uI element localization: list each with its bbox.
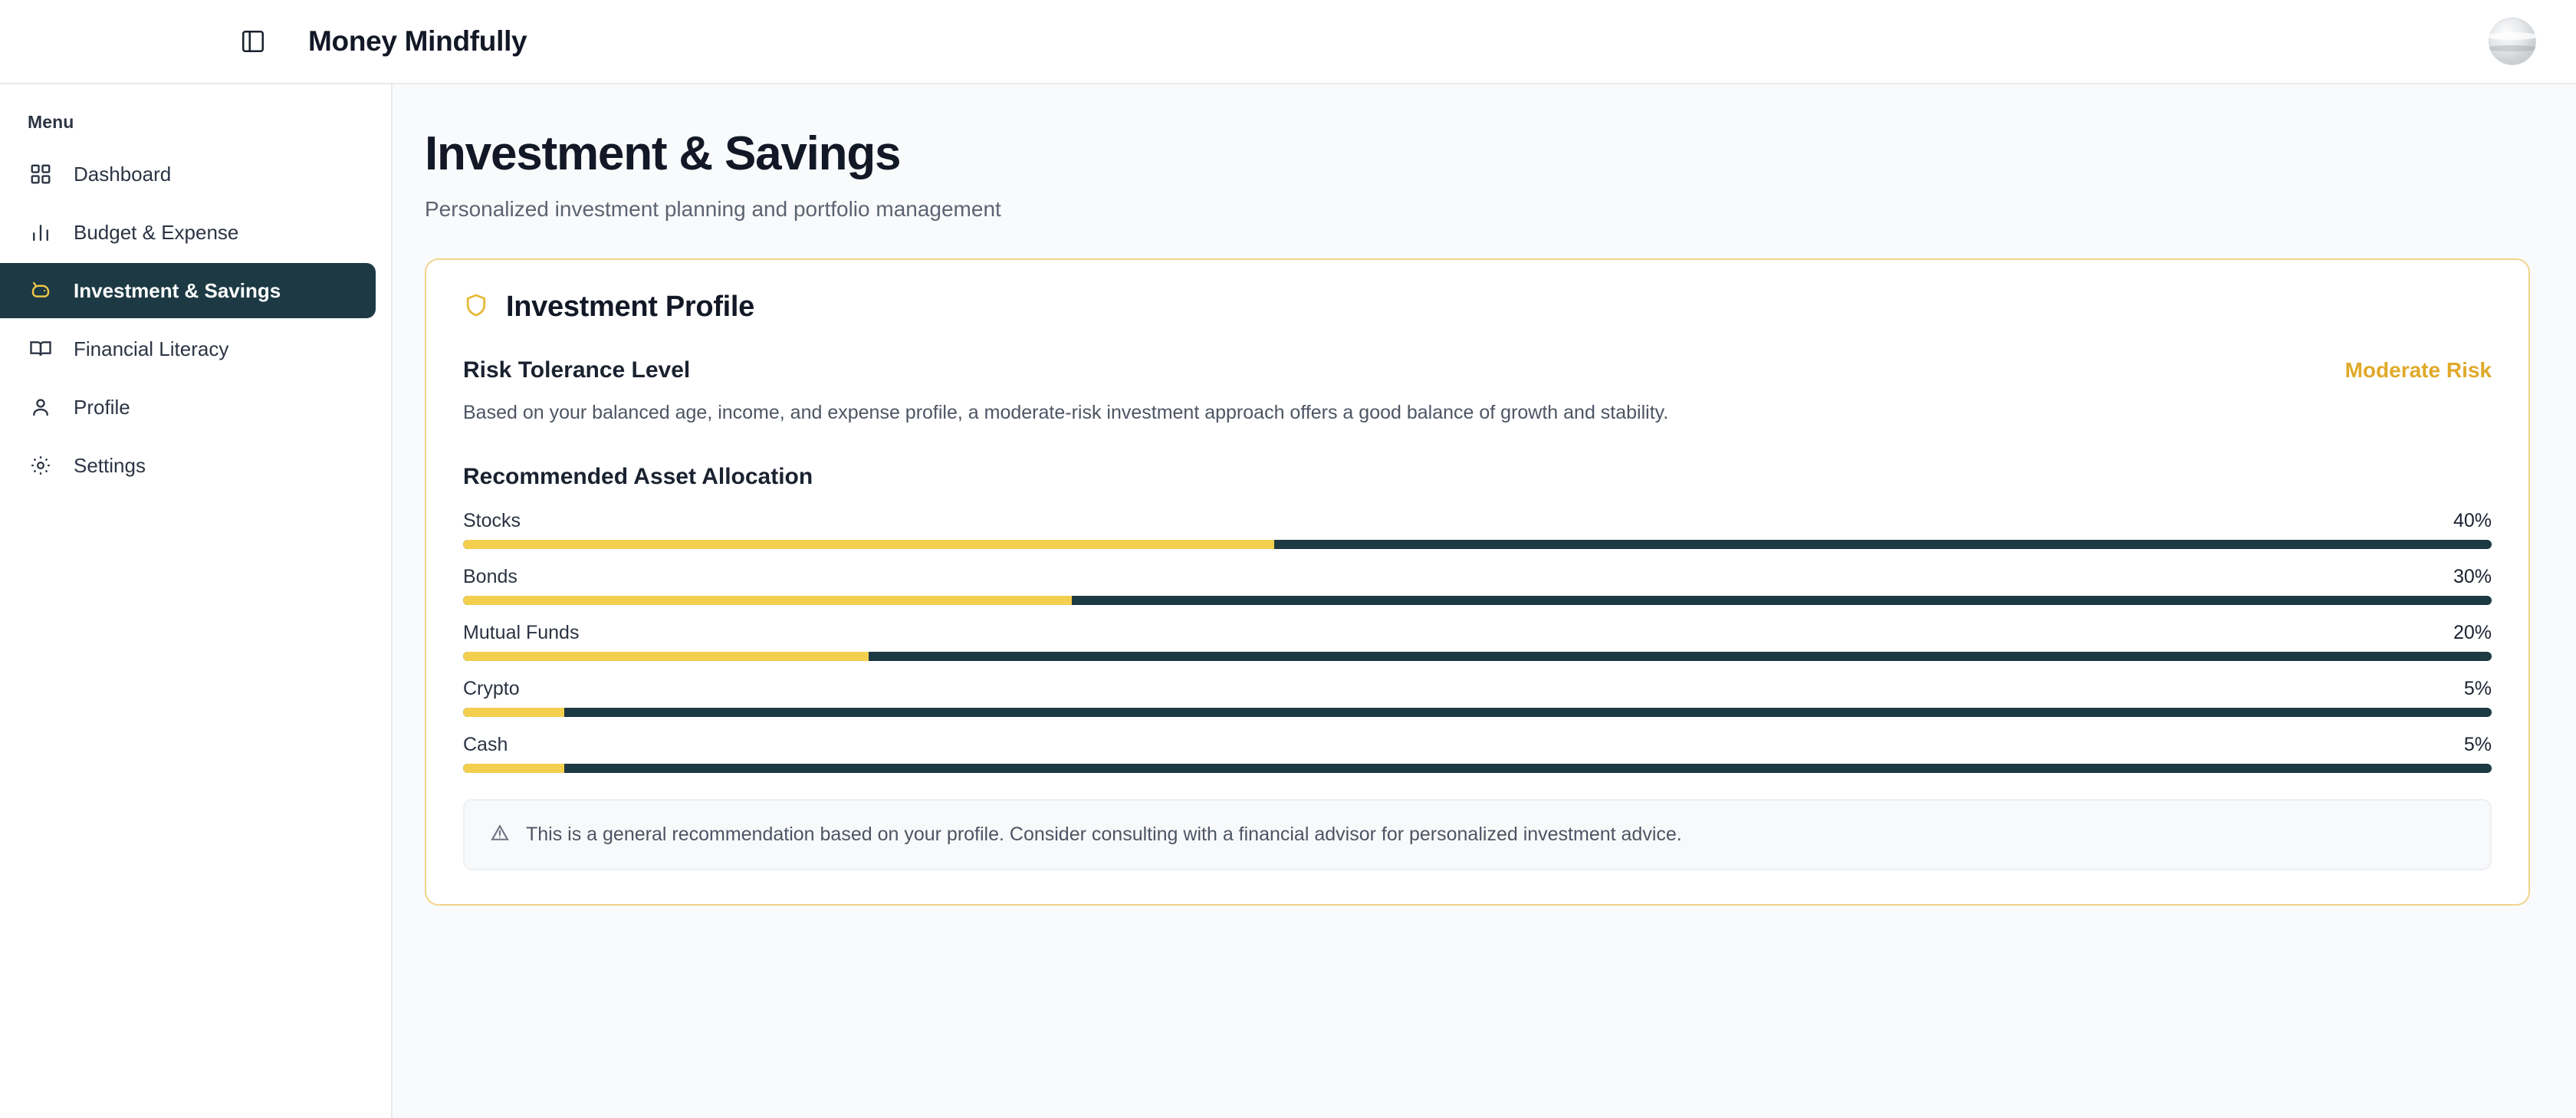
allocation-name: Cash xyxy=(463,734,508,756)
allocation-row xyxy=(463,734,2492,773)
allocation-percent: 5% xyxy=(2463,734,2492,756)
allocation-row xyxy=(463,622,2492,661)
allocation-percent: 20% xyxy=(2453,622,2492,644)
piggy-bank-icon xyxy=(28,278,54,304)
panel-left-icon[interactable] xyxy=(238,26,268,57)
grid-icon xyxy=(28,161,54,187)
card-title: Investment Profile xyxy=(506,291,755,324)
allocation-name: Bonds xyxy=(463,566,518,588)
alert-triangle-icon xyxy=(489,822,511,847)
allocation-bar-track xyxy=(463,764,2492,773)
allocation-percent: 5% xyxy=(2463,678,2492,700)
investment-profile-card xyxy=(425,258,2530,906)
allocation-row xyxy=(463,510,2492,549)
sidebar-item-settings[interactable] xyxy=(0,438,374,493)
sidebar xyxy=(0,84,393,1118)
page-subtitle: Personalized investment planning and portfolio management xyxy=(425,197,1001,222)
disclaimer-text: This is a general recommendation based on your profile. Consider consulting with a financial advisor for personalized investment advice. xyxy=(526,824,1682,846)
allocation-bar-fill xyxy=(463,708,564,717)
top-bar-left xyxy=(0,25,527,58)
sidebar-item-label: Budget & Expense xyxy=(74,220,239,244)
brand-title: Money Mindfully xyxy=(308,25,527,57)
allocation-title: Recommended Asset Allocation xyxy=(463,464,813,490)
main-content xyxy=(393,84,2576,1118)
user-icon xyxy=(28,394,54,420)
risk-tolerance-badge: Moderate Risk xyxy=(2344,358,2492,383)
sidebar-item-dashboard[interactable] xyxy=(0,146,374,202)
allocation-row xyxy=(463,566,2492,605)
allocation-name: Stocks xyxy=(463,510,521,532)
page-title: Investment & Savings xyxy=(425,127,901,180)
disclaimer-note xyxy=(463,799,2492,870)
app-body xyxy=(0,84,2576,1118)
shield-icon xyxy=(463,292,489,322)
sidebar-item-financial-literacy[interactable] xyxy=(0,321,374,377)
allocation-bar-track xyxy=(463,540,2492,549)
top-bar xyxy=(0,0,2576,84)
allocation-bar-track xyxy=(463,708,2492,717)
risk-tolerance-description: Based on your balanced age, income, and expense profile, a moderate-risk investment approach offers a good balance of growth and stability. xyxy=(463,402,1669,424)
sidebar-item-label: Profile xyxy=(74,395,130,419)
risk-tolerance-label: Risk Tolerance Level xyxy=(463,357,691,383)
allocation-row xyxy=(463,678,2492,717)
allocation-percent: 40% xyxy=(2453,510,2492,532)
avatar[interactable] xyxy=(2489,18,2536,65)
sidebar-item-label: Financial Literacy xyxy=(74,337,229,360)
risk-tolerance-row xyxy=(463,357,2492,383)
allocation-bar-fill xyxy=(463,596,1072,605)
sidebar-item-label: Dashboard xyxy=(74,162,172,186)
allocation-name: Crypto xyxy=(463,678,520,700)
top-bar-right xyxy=(2489,18,2536,65)
gear-icon xyxy=(28,452,54,478)
allocation-bar-track xyxy=(463,652,2492,661)
allocation-bar-fill xyxy=(463,540,1274,549)
sidebar-item-budget-expense[interactable] xyxy=(0,205,374,260)
allocation-name: Mutual Funds xyxy=(463,622,580,644)
sidebar-section-label: Menu xyxy=(28,112,74,132)
sidebar-item-investment-savings[interactable] xyxy=(0,263,376,318)
sidebar-item-label: Settings xyxy=(74,453,146,477)
card-header xyxy=(463,291,2492,324)
sidebar-item-label: Investment & Savings xyxy=(74,278,281,302)
allocation-percent: 30% xyxy=(2453,566,2492,588)
allocation-bar-fill xyxy=(463,652,869,661)
allocation-bar-fill xyxy=(463,764,564,773)
sidebar-item-profile[interactable] xyxy=(0,380,374,435)
book-open-icon xyxy=(28,336,54,362)
allocation-list xyxy=(463,510,2492,773)
allocation-bar-track xyxy=(463,596,2492,605)
bar-chart-icon xyxy=(28,219,54,245)
